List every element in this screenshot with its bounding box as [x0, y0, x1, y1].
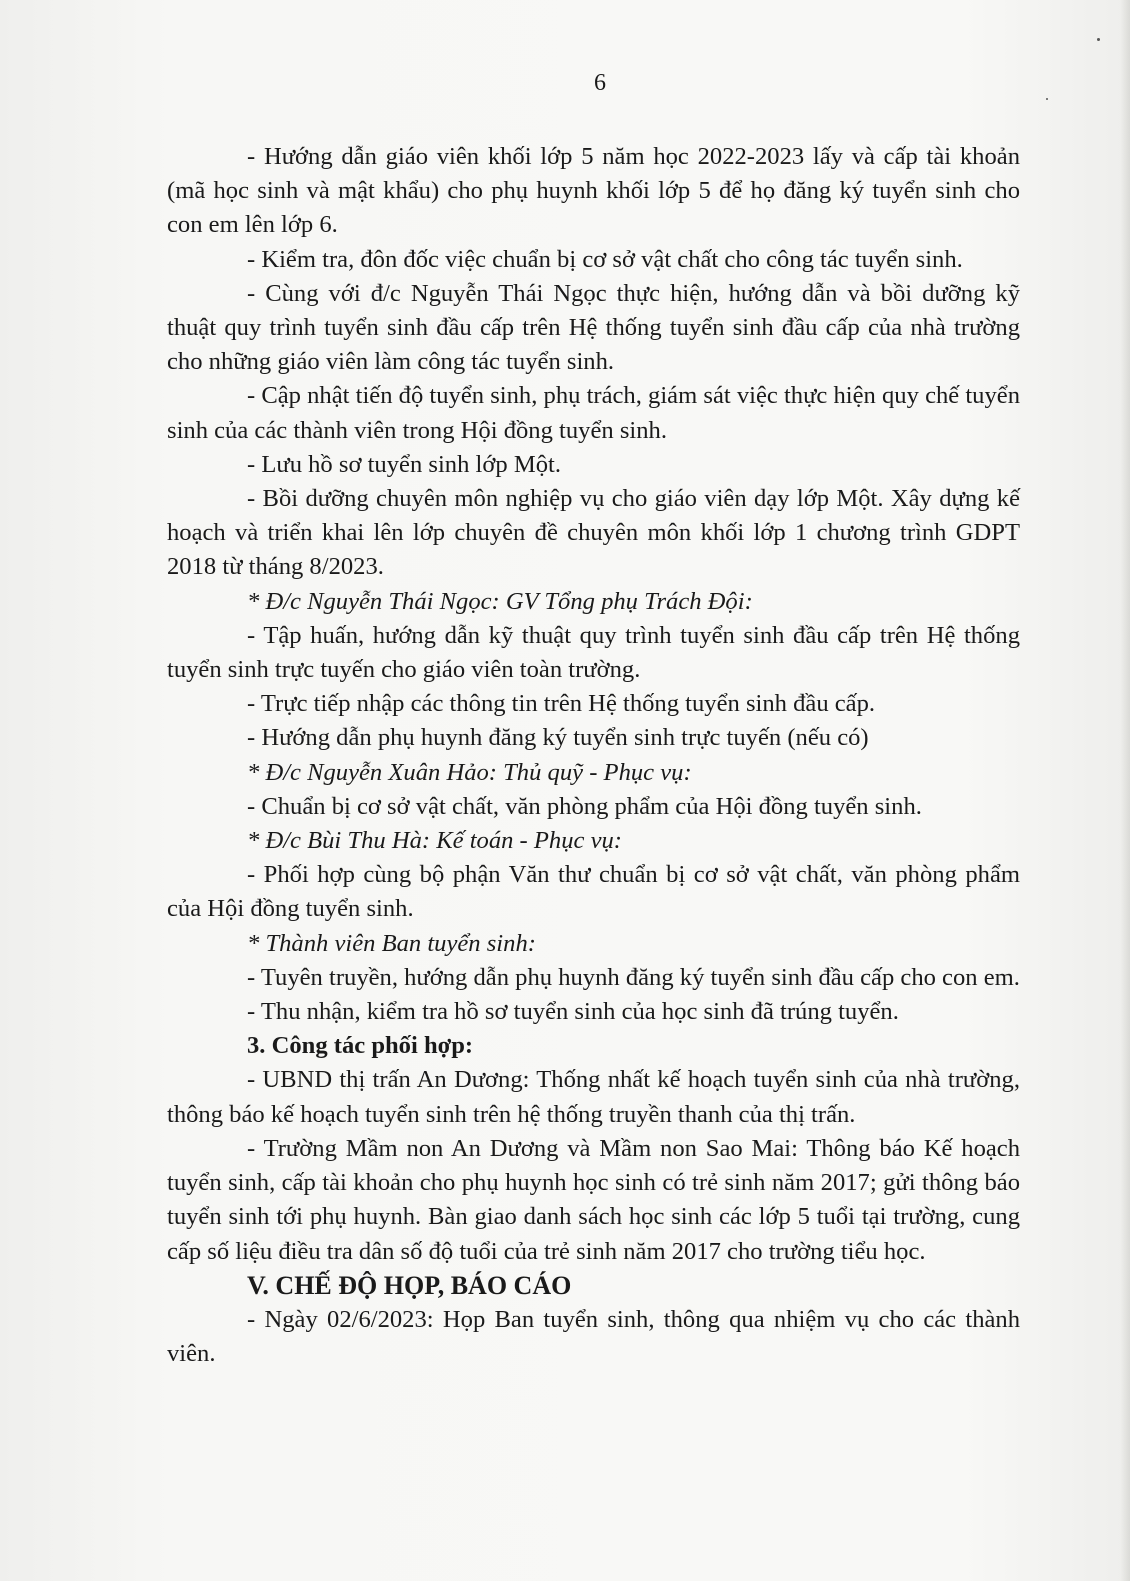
page-number: 6	[594, 70, 606, 96]
paragraph-kindergartens: - Trường Mầm non An Dương và Mầm non Sao Mai: Thông báo Kế hoạch tuyển sinh, cấp tài khoản cho phụ huynh học sinh có trẻ sinh năm 2017; gửi thông báo tuyển sinh tới phụ huynh. Bàn giao danh sách học sinh các lớp 5 tuổi tại trường, cung cấp số liệu điều tra dân số độ tuổi của trẻ sinh năm 2017 cho trường tiểu học.	[167, 1134, 1020, 1265]
paragraph-enter-data: - Trực tiếp nhập các thông tin trên Hệ thống tuyển sinh đầu cấp.	[247, 690, 876, 718]
paragraph-coordinate-clerical: - Phối hợp cùng bộ phận Văn thư chuẩn bị cơ sở vật chất, văn phòng phẩm của Hội đồng tuyển sinh.	[167, 861, 1020, 923]
paragraph-meeting-date: - Ngày 02/6/2023: Họp Ban tuyển sinh, thông qua nhiệm vụ cho các thành viên.	[167, 1305, 1020, 1368]
role-heading-ngoc: * Đ/c Nguyễn Thái Ngọc: GV Tổng phụ Trách Đội:	[247, 587, 753, 615]
section-heading-coordination: 3. Công tác phối hợp:	[247, 1032, 474, 1060]
paragraph-prepare-supplies: - Chuẩn bị cơ sở vật chất, văn phòng phẩm của Hội đồng tuyển sinh.	[247, 792, 922, 820]
role-heading-members: * Thành viên Ban tuyển sinh:	[247, 929, 536, 957]
paragraph-professional-training: - Bồi dưỡng chuyên môn nghiệp vụ cho giáo viên dạy lớp Một. Xây dựng kế hoạch và triển khai lên lớp chuyên đề chuyên môn khối lớp 1 chương trình GDPT 2018 từ tháng 8/2023.	[167, 485, 1020, 581]
paragraph-training-with-ngoc: - Cùng với đ/c Nguyễn Thái Ngọc thực hiện, hướng dẫn và bồi dưỡng kỹ thuật quy trình tuyển sinh đầu cấp trên Hệ thống tuyển sinh đầu cấp của nhà trường cho những giáo viên làm công tác tuyển sinh.	[167, 279, 1020, 376]
paragraph-store-records: - Lưu hồ sơ tuyển sinh lớp Một.	[247, 450, 561, 478]
paragraph-check-facilities: - Kiểm tra, đôn đốc việc chuẩn bị cơ sở vật chất cho công tác tuyển sinh.	[247, 245, 963, 273]
paragraph-ubnd: - UBND thị trấn An Dương: Thống nhất kế hoạch tuyển sinh của nhà trường, thông báo kế hoạch tuyển sinh trên hệ thống truyền thanh của thị trấn.	[167, 1066, 1020, 1128]
paragraph-promote-enrollment: - Tuyên truyền, hướng dẫn phụ huynh đăng ký tuyển sinh đầu cấp cho con em.	[247, 963, 1020, 991]
role-heading-ha: * Đ/c Bùi Thu Hà: Kế toán - Phục vụ:	[247, 827, 622, 855]
paragraph-update-progress: - Cập nhật tiến độ tuyển sinh, phụ trách, giám sát việc thực hiện quy chế tuyển sinh của các thành viên trong Hội đồng tuyển sinh.	[167, 382, 1020, 444]
paragraph-instruct-grade5: - Hướng dẫn giáo viên khối lớp 5 năm học 2022-2023 lấy và cấp tài khoản (mã học sinh và mật khẩu) cho phụ huynh khối lớp 5 để họ đăng ký tuyển sinh cho con em lên lớp 6.	[167, 143, 1020, 239]
page-edge-shadow	[1120, 0, 1130, 1581]
section-heading-meetings: V. CHẾ ĐỘ HỌP, BÁO CÁO	[247, 1270, 572, 1300]
paragraph-train-online-system: - Tập huấn, hướng dẫn kỹ thuật quy trình tuyển sinh đầu cấp trên Hệ thống tuyển sinh trực tuyến cho giáo viên toàn trường.	[167, 621, 1020, 684]
scan-speck	[1046, 98, 1048, 100]
paragraph-guide-parents: - Hướng dẫn phụ huynh đăng ký tuyển sinh trực tuyến (nếu có)	[247, 724, 869, 752]
role-heading-hao: * Đ/c Nguyễn Xuân Hảo: Thủ quỹ - Phục vụ:	[247, 758, 692, 786]
scan-speck	[1097, 38, 1100, 41]
paragraph-receive-records: - Thu nhận, kiểm tra hồ sơ tuyển sinh của học sinh đã trúng tuyển.	[247, 998, 899, 1026]
document-body	[167, 140, 1020, 1371]
